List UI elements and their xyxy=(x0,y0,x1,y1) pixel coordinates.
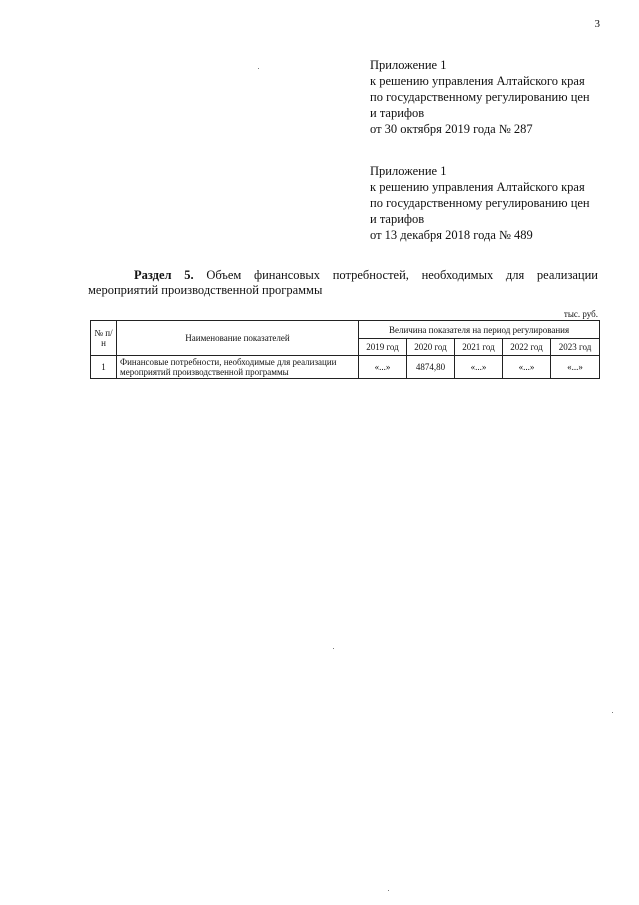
appendix-date-line: от 30 октября 2019 года № 287 xyxy=(370,122,533,136)
col-number-header: № п/н xyxy=(91,321,117,356)
appendix-date-line: от 13 декабря 2018 года № 489 xyxy=(370,228,533,242)
value-cell: «...» xyxy=(455,356,503,379)
year-header: 2023 год xyxy=(551,339,600,356)
appendix-authority-line: по государственному регулированию цен xyxy=(370,90,590,104)
scan-speck xyxy=(388,890,389,891)
year-header: 2021 год xyxy=(455,339,503,356)
scan-speck xyxy=(258,68,259,69)
appendix-authority-line: по государственному регулированию цен xyxy=(370,196,590,210)
appendix-authority-line: и тарифов xyxy=(370,106,425,120)
units-label: тыс. руб. xyxy=(563,309,598,319)
col-name-header: Наименование показателей xyxy=(117,321,359,356)
appendix-authority-line: к решению управления Алтайского края xyxy=(370,74,585,88)
table-header-row xyxy=(91,321,600,339)
section-heading xyxy=(88,268,598,298)
page-number: 3 xyxy=(594,18,600,30)
value-cell: «...» xyxy=(551,356,600,379)
value-cell: 4874,80 xyxy=(407,356,455,379)
year-header: 2022 год xyxy=(503,339,551,356)
appendix-title: Приложение 1 xyxy=(370,58,447,72)
indicator-name: Финансовые потребности, необходимые для реализации мероприятий производственной программы xyxy=(117,356,359,379)
scan-speck xyxy=(612,712,613,713)
scan-speck xyxy=(333,648,334,649)
financial-needs-table xyxy=(90,320,600,379)
appendix-header-original xyxy=(370,163,620,243)
year-header: 2020 год xyxy=(407,339,455,356)
value-cell: «...» xyxy=(503,356,551,379)
value-cell: «...» xyxy=(359,356,407,379)
period-header: Величина показателя на период регулирования xyxy=(359,321,600,339)
row-number: 1 xyxy=(91,356,117,379)
appendix-title: Приложение 1 xyxy=(370,164,447,178)
section-title-part-1: Объем финансовых потребностей, необходимых для реализации xyxy=(206,268,598,282)
appendix-authority-line: к решению управления Алтайского края xyxy=(370,180,585,194)
table-row xyxy=(91,356,600,379)
section-title-part-2: мероприятий производственной программы xyxy=(88,283,323,297)
section-heading-line-1 xyxy=(88,268,598,283)
year-header: 2019 год xyxy=(359,339,407,356)
section-label: Раздел 5. xyxy=(134,268,194,282)
appendix-authority-line: и тарифов xyxy=(370,212,425,226)
appendix-header-current xyxy=(370,57,620,137)
